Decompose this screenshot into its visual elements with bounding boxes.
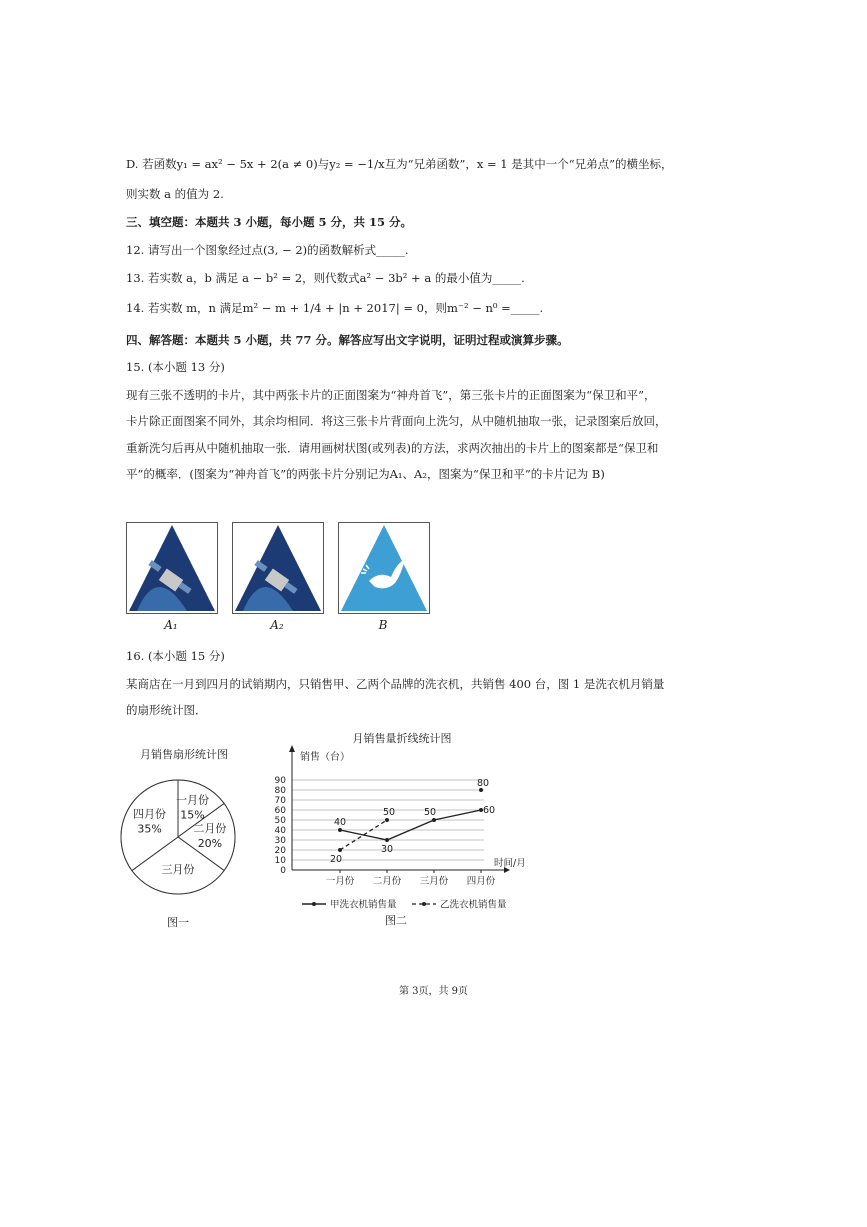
x-tick-label: 一月份 xyxy=(325,876,355,887)
question-16-line2: 的扇形统计图． xyxy=(126,703,207,717)
y-tick-label: 30 xyxy=(274,836,286,846)
card-a1 xyxy=(126,522,218,614)
y-tick-label: 40 xyxy=(274,826,286,836)
spacecraft-icon xyxy=(127,523,217,613)
pie-slice-percent: 20% xyxy=(197,837,223,850)
x-tick-label: 三月份 xyxy=(419,876,449,887)
y-tick-label: 90 xyxy=(274,776,286,786)
question-15-line2: 卡片除正面图案不同外，其余均相同．将这三张卡片背面向上洗匀，从中随机抽取一张，记录图案后放回， xyxy=(126,414,667,428)
legend-yi-marker xyxy=(422,902,426,906)
y-tick-label: 60 xyxy=(274,806,286,816)
dove-icon xyxy=(339,523,429,613)
y-axis-arrow xyxy=(289,745,295,752)
series-jia-point xyxy=(432,818,436,822)
question-13: 13. 若实数 a，b 满足 a − b² = 2，则代数式a² − 3b² + a 的最小值为_____. xyxy=(126,271,525,285)
question-15-line3: 重新洗匀后再从中随机抽取一张．请用画树状图(或列表)的方法，求两次抽出的卡片上的图案都是“保卫和 xyxy=(126,441,659,455)
question-15-heading: 15. (本小题 13 分) xyxy=(126,360,225,374)
data-label: 20 xyxy=(329,854,343,865)
data-label: 50 xyxy=(382,807,396,818)
data-label: 80 xyxy=(476,778,490,789)
data-label: 30 xyxy=(380,844,394,855)
section-4-heading: 四、解答题：本题共 5 小题，共 77 分。解答应写出文字说明，证明过程或演算步骤。 xyxy=(126,333,569,347)
legend-jia-marker xyxy=(312,902,316,906)
card-label-a1: A₁ xyxy=(164,618,178,632)
card-a2 xyxy=(232,522,324,614)
data-label: 60 xyxy=(482,805,496,816)
y-tick-label: 0 xyxy=(280,866,286,876)
y-tick-label: 80 xyxy=(274,786,286,796)
pie-slice-label: 二月份 xyxy=(193,822,227,835)
series-yi-point xyxy=(338,848,342,852)
pie-slice-label: 一月份 xyxy=(175,793,209,807)
x-axis-label: 时间/月 xyxy=(494,858,526,869)
question-15-line4: 平”的概率．(图案为“神舟首飞”的两张卡片分别记为A₁、A₂，图案为“保卫和平”的卡片记为 B) xyxy=(126,467,605,481)
data-label: 40 xyxy=(333,817,347,828)
y-tick-label: 10 xyxy=(274,856,286,866)
series-jia-point xyxy=(338,828,342,832)
x-tick-label: 四月份 xyxy=(466,876,496,887)
series-jia-line xyxy=(340,810,481,840)
line-title: 月销售量折线统计图 xyxy=(352,732,452,745)
question-16-line1: 某商店在一月到四月的试销期内，只销售甲、乙两个品牌的洗衣机，共销售 400 台，图 1 是洗衣机月销量 xyxy=(126,677,665,691)
question-16-heading: 16. (本小题 15 分) xyxy=(126,649,225,663)
question-12: 12. 请写出一个图象经过点(3, − 2)的函数解析式_____. xyxy=(126,243,409,257)
pie-title: 月销售扇形统计图 xyxy=(140,748,228,761)
legend-jia-label: 甲洗衣机销售量 xyxy=(330,899,397,911)
option-d-line1: D. 若函数y₁ = ax² − 5x + 2(a ≠ 0)与y₂ = −1/x互为“兄弟函数”，x = 1 是其中一个“兄弟点”的横坐标， xyxy=(126,157,673,171)
pie-slice-label: 三月份 xyxy=(161,862,195,876)
legend-yi-label: 乙洗衣机销售量 xyxy=(440,899,507,911)
y-tick-label: 70 xyxy=(274,796,286,806)
question-15-line1: 现有三张不透明的卡片，其中两张卡片的正面图案为“神舟首飞”，第三张卡片的正面图案为“保卫和平”， xyxy=(126,388,656,402)
pie-slice-percent: 15% xyxy=(180,808,205,822)
series-jia-point xyxy=(385,838,389,842)
option-d-line2: 则实数 a 的值为 2. xyxy=(126,187,224,201)
card-b xyxy=(338,522,430,614)
pie-slice-label: 四月份 xyxy=(133,807,167,821)
line-caption: 图二 xyxy=(385,914,407,927)
section-3-heading: 三、填空题：本题共 3 小题，每小题 5 分，共 15 分。 xyxy=(126,215,413,229)
series-yi-point xyxy=(385,818,389,822)
spacecraft-icon xyxy=(233,523,323,613)
card-images xyxy=(126,522,436,642)
pie-caption: 图一 xyxy=(167,916,189,929)
card-label-a2: A₂ xyxy=(270,618,284,632)
page-footer: 第 3页，共 9页 xyxy=(398,986,469,997)
line-chart xyxy=(262,728,542,938)
pie-chart xyxy=(114,742,254,942)
pie-slice-percent: 35% xyxy=(137,822,162,836)
data-label: 50 xyxy=(423,807,437,818)
question-14: 14. 若实数 m，n 满足m² − m + 1/4 + |n + 2017| = 0，则m⁻² − n⁰ =_____. xyxy=(126,301,544,315)
y-tick-label: 50 xyxy=(274,816,286,826)
y-axis-label: 销售（台） xyxy=(300,752,350,763)
y-tick-label: 20 xyxy=(274,846,286,856)
card-label-b: B xyxy=(378,618,388,632)
x-tick-label: 二月份 xyxy=(372,876,402,887)
